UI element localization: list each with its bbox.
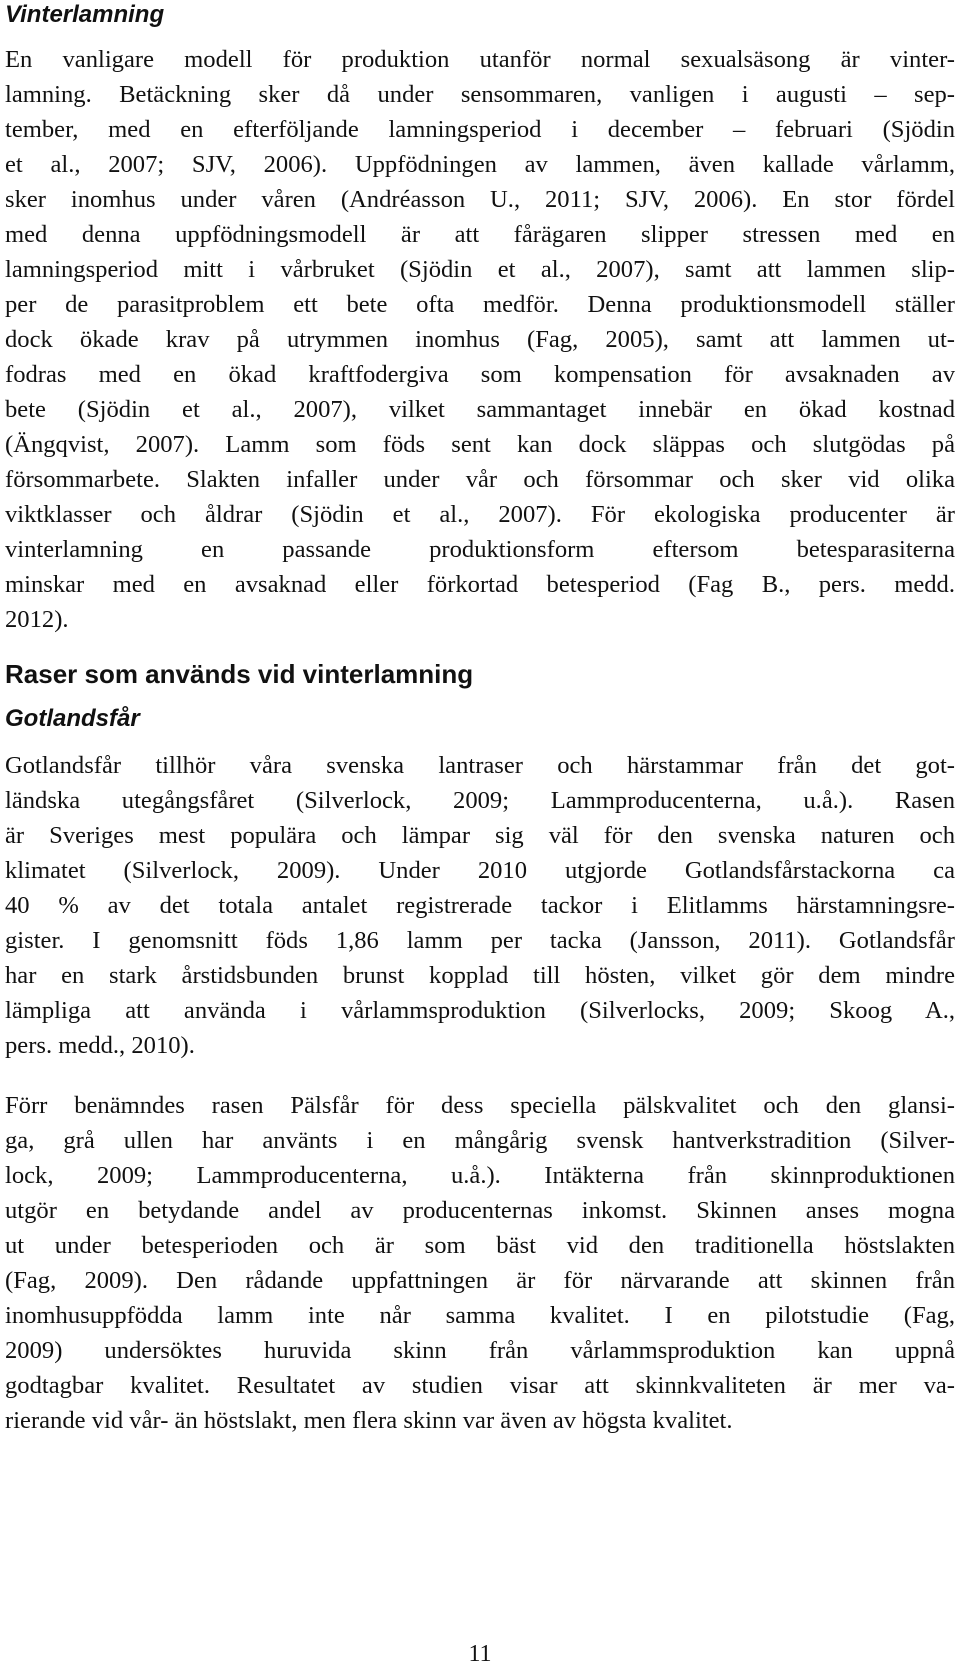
text-line: försommarbete. Slakten infaller under vår och försommar och sker vid olika: [5, 466, 955, 493]
section-heading-gotlandsfar: Gotlandsfår: [5, 705, 140, 732]
text-line: utgör en betydande andel av producenternas inkomst. Skinnen anses mogna: [5, 1197, 955, 1224]
text-line: godtagbar kvalitet. Resultatet av studien visar att skinnkvaliteten är mer va-: [5, 1372, 955, 1399]
text-line: 2012).: [5, 606, 69, 633]
text-line: (Ängqvist, 2007). Lamm som föds sent kan dock släppas och slutgödas på: [5, 431, 955, 458]
text-line: minskar med en avsaknad eller förkortad betesperiod (Fag B., pers. medd.: [5, 571, 955, 598]
text-line: viktklasser och åldrar (Sjödin et al., 2007). För ekologiska producenter är: [5, 501, 955, 528]
text-line: lock, 2009; Lammproducenterna, u.å.). Intäkterna från skinnproduktionen: [5, 1162, 955, 1189]
text-line: har en stark årstidsbunden brunst kopplad till hösten, vilket gör dem mindre: [5, 962, 955, 989]
paragraph-gotlandsfar-1: [5, 748, 955, 1063]
text-line: 40 % av det totala antalet registrerade tackor i Elitlamms härstamningsre-: [5, 892, 955, 919]
text-line: inomhusuppfödda lamm inte når samma kvalitet. I en pilotstudie (Fag,: [5, 1302, 955, 1329]
text-line: Gotlandsfår tillhör våra svenska lantraser och härstammar från det got-: [5, 752, 955, 779]
text-line: är Sveriges mest populära och lämpar sig väl för den svenska naturen och: [5, 822, 955, 849]
text-line: med denna uppfödningsmodell är att fårägaren slipper stressen med en: [5, 221, 955, 248]
text-line: lamning. Betäckning sker då under sensommaren, vanligen i augusti – sep-: [5, 81, 955, 108]
text-line: klimatet (Silverlock, 2009). Under 2010 utgjorde Gotlandsfårstackorna ca: [5, 857, 955, 884]
text-line: lamningsperiod mitt i vårbruket (Sjödin et al., 2007), samt att lammen slip-: [5, 256, 955, 283]
text-line: ga, grå ullen har använts i en mångårig svensk hantverkstradition (Silver-: [5, 1127, 955, 1154]
paragraph-gotlandsfar-2: [5, 1088, 955, 1438]
text-line: rierande vid vår- än höstslakt, men flera skinn var även av högsta kvalitet.: [5, 1407, 733, 1434]
text-line: tember, med en efterföljande lamningsperiod i december – februari (Sjödin: [5, 116, 955, 143]
text-line: pers. medd., 2010).: [5, 1032, 195, 1059]
text-line: fodras med en ökad kraftfodergiva som kompensation för avsaknaden av: [5, 361, 955, 388]
text-line: vinterlamning en passande produktionsform eftersom betesparasiterna: [5, 536, 955, 563]
text-line: gister. I genomsnitt föds 1,86 lamm per tacka (Jansson, 2011). Gotlandsfår: [5, 927, 955, 954]
text-line: 2009) undersöktes huruvida skinn från vårlammsproduktion kan uppnå: [5, 1337, 955, 1364]
chapter-heading-raser: Raser som används vid vinterlamning: [5, 659, 474, 689]
text-line: ut under betesperioden och är som bäst vid den traditionella höstslakten: [5, 1232, 955, 1259]
paragraph-vinterlamning: [5, 42, 955, 637]
text-line: sker inomhus under våren (Andréasson U., 2011; SJV, 2006). En stor fördel: [5, 186, 955, 213]
text-line: et al., 2007; SJV, 2006). Uppfödningen av lammen, även kallade vårlamm,: [5, 151, 955, 178]
text-line: (Fag, 2009). Den rådande uppfattningen är för närvarande att skinnen från: [5, 1267, 955, 1294]
page-number: 11: [468, 1641, 492, 1667]
text-line: lämpliga att använda i vårlammsproduktion (Silverlocks, 2009; Skoog A.,: [5, 997, 955, 1024]
text-line: dock ökade krav på utrymmen inomhus (Fag, 2005), samt att lammen ut-: [5, 326, 955, 353]
text-line: ländska utegångsfåret (Silverlock, 2009; Lammproducenterna, u.å.). Rasen: [5, 787, 955, 814]
text-line: En vanligare modell för produktion utanför normal sexualsäsong är vinter-: [5, 46, 955, 73]
section-heading-vinterlamning: Vinterlamning: [5, 1, 165, 28]
text-line: Förr benämndes rasen Pälsfår för dess speciella pälskvalitet och den glansi-: [5, 1092, 955, 1119]
text-line: bete (Sjödin et al., 2007), vilket sammantaget innebär en ökad kostnad: [5, 396, 955, 423]
text-line: per de parasitproblem ett bete ofta medför. Denna produktionsmodell ställer: [5, 291, 955, 318]
